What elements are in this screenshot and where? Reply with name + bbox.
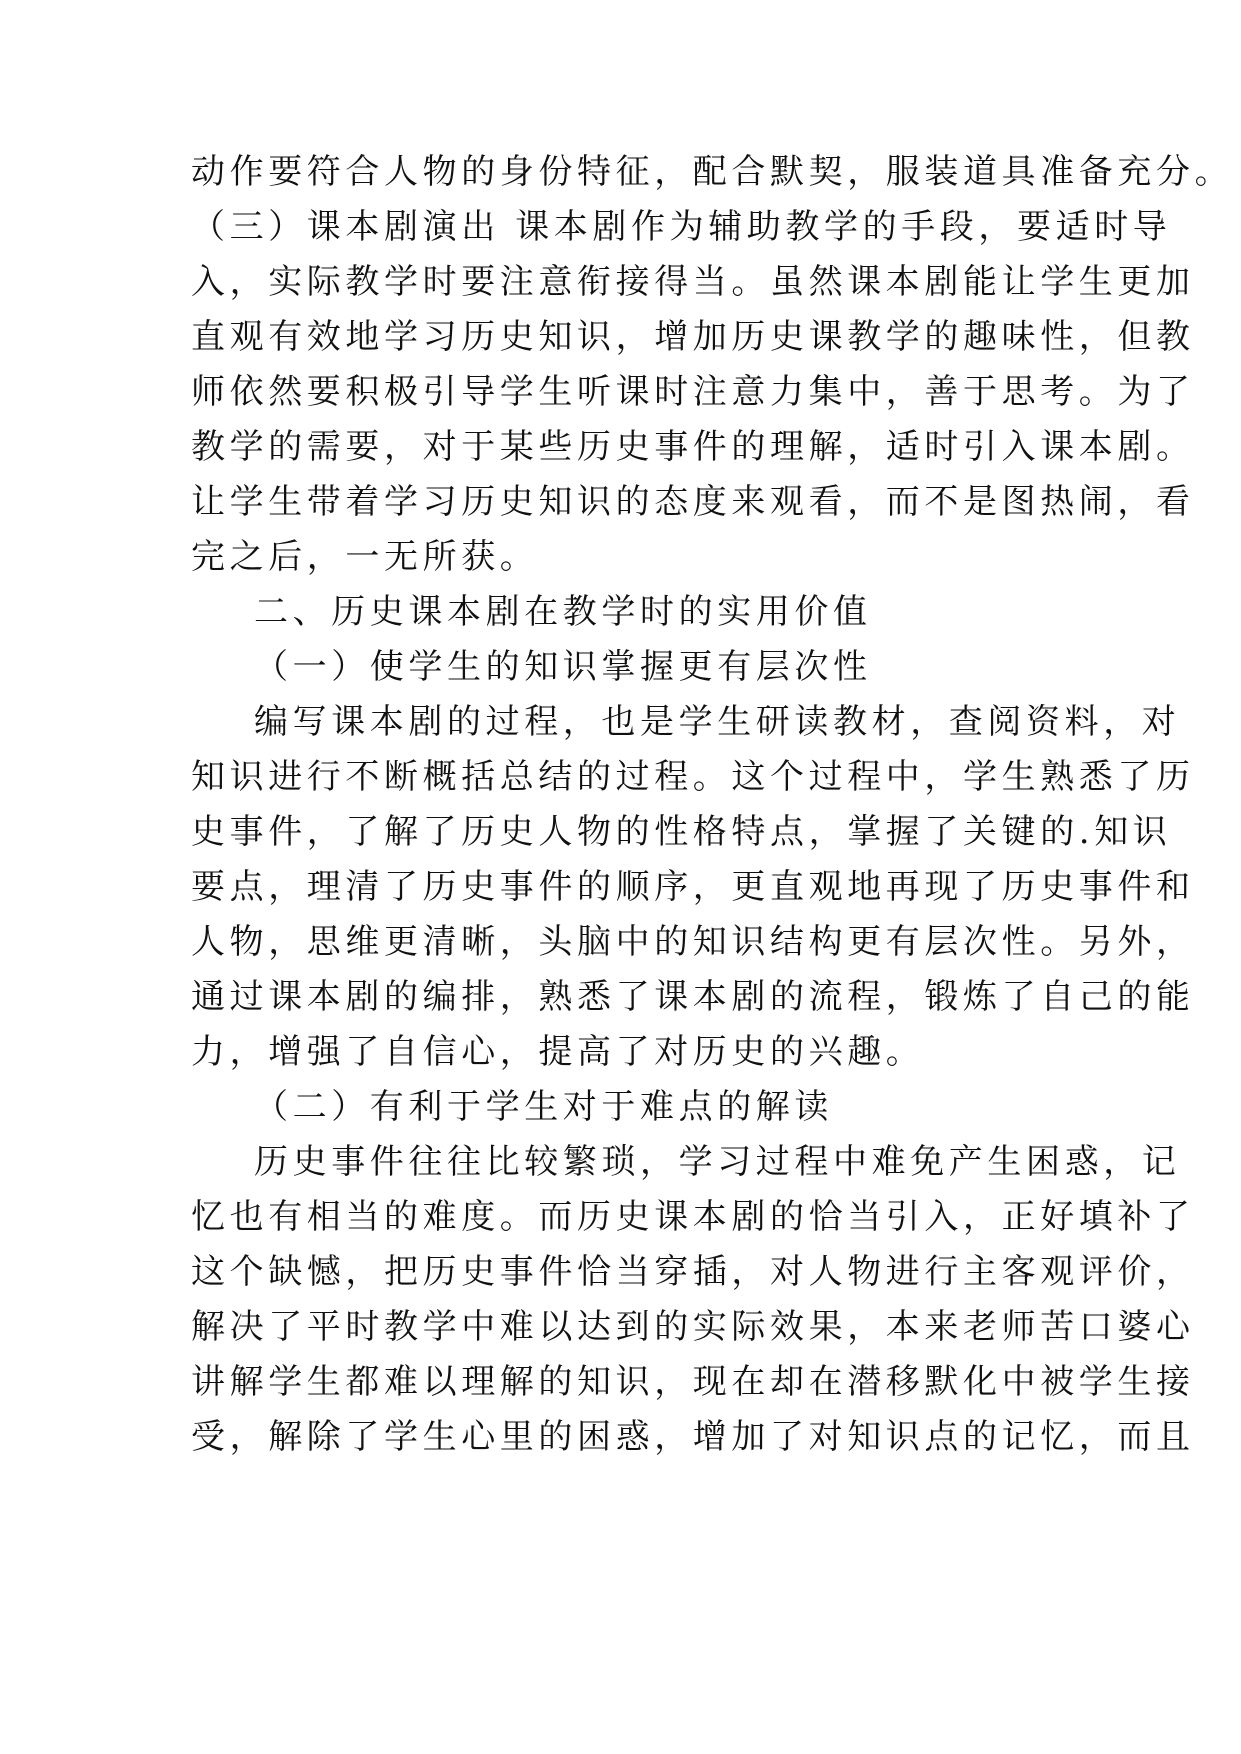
- text-line-1: 动作要符合人物的身份特征，配合默契，服装道具准备充分。: [191, 152, 1234, 192]
- text-line-19: 历史事件往往比较繁琐，学习过程中难免产生困惑，记: [254, 1142, 1181, 1182]
- subsection-heading-2: （二）有利于学生对于难点的解读: [254, 1087, 833, 1127]
- text-line-14: 要点，理清了历史事件的顺序，更直观地再现了历史事件和: [191, 867, 1195, 907]
- subsection-heading-1: （一）使学生的知识掌握更有层次性: [254, 647, 872, 687]
- text-line-21: 这个缺憾，把历史事件恰当穿插，对人物进行主客观评价，: [191, 1252, 1195, 1292]
- text-line-6: 教学的需要，对于某些历史事件的理解，适时引入课本剧。: [191, 427, 1195, 467]
- text-line-22: 解决了平时教学中难以达到的实际效果，本来老师苦口婆心: [191, 1307, 1195, 1347]
- text-line-7: 让学生带着学习历史知识的态度来观看，而不是图热闹，看: [191, 482, 1195, 522]
- text-line-15: 人物，思维更清晰，头脑中的知识结构更有层次性。另外，: [191, 922, 1195, 962]
- text-line-5: 师依然要积极引导学生听课时注意力集中，善于思考。为了: [191, 372, 1195, 412]
- text-line-11: 编写课本剧的过程，也是学生研读教材，查阅资料，对: [254, 702, 1181, 742]
- text-line-8: 完之后，一无所获。: [191, 537, 539, 577]
- text-line-2: （三）课本剧演出 课本剧作为辅助教学的手段，要适时导: [191, 207, 1172, 247]
- text-line-24: 受，解除了学生心里的困惑，增加了对知识点的记忆，而且: [191, 1417, 1195, 1457]
- text-line-3: 入，实际教学时要注意衔接得当。虽然课本剧能让学生更加: [191, 262, 1195, 302]
- text-line-4: 直观有效地学习历史知识，增加历史课教学的趣味性，但教: [191, 317, 1195, 357]
- text-line-17: 力，增强了自信心，提高了对历史的兴趣。: [191, 1032, 925, 1072]
- text-line-12: 知识进行不断概括总结的过程。这个过程中，学生熟悉了历: [191, 757, 1195, 797]
- section-heading-2: 二、历史课本剧在教学时的实用价值: [254, 592, 872, 632]
- text-line-16: 通过课本剧的编排，熟悉了课本剧的流程，锻炼了自己的能: [191, 977, 1195, 1017]
- text-line-13: 史事件，了解了历史人物的性格特点，掌握了关键的.知识: [191, 812, 1172, 852]
- text-line-20: 忆也有相当的难度。而历史课本剧的恰当引入，正好填补了: [191, 1197, 1195, 1237]
- text-line-23: 讲解学生都难以理解的知识，现在却在潜移默化中被学生接: [191, 1362, 1195, 1402]
